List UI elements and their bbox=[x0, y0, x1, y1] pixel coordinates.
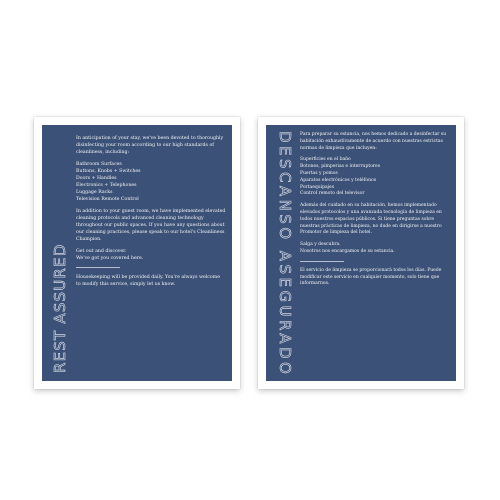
card-spanish bbox=[258, 117, 464, 389]
footer-text: El servicio de limpieza se proporcionará todos los días. Puede modificar este servicio en cualquier momento, solo tiene que informarnos. bbox=[300, 267, 442, 287]
list-item: Aparatos electrónicos y teléfonos bbox=[300, 177, 377, 183]
list-item: Portaequipajes bbox=[300, 184, 335, 190]
cleaned-items-list bbox=[76, 161, 226, 203]
closing-line-1: Salga y descubra. bbox=[300, 242, 341, 248]
list-item: Doors + Handles bbox=[76, 176, 117, 181]
card-english bbox=[34, 117, 240, 389]
list-item: Luggage Racks bbox=[76, 190, 113, 195]
list-item: Television Remote Control bbox=[76, 197, 139, 202]
footer-text: Housekeeping will be provided daily. You're always welcome to modify this service, simply let us know. bbox=[76, 275, 220, 287]
vertical-title-spanish bbox=[276, 131, 292, 377]
title-english-svg bbox=[52, 133, 68, 373]
list-item: Buttons, Knobs + Switches bbox=[76, 169, 141, 174]
closing-line-2: We've got you covered here. bbox=[76, 256, 144, 261]
list-item: Puertas y pomos bbox=[300, 170, 338, 176]
list-item: Electronics + Telephones bbox=[76, 183, 137, 188]
list-item: Superficies en el baño bbox=[300, 157, 351, 163]
title-spanish: DESCANSO ASEGURADO bbox=[276, 131, 294, 375]
title-spanish-svg bbox=[276, 131, 292, 377]
intro-text: Para preparar su estancia, nos hemos dedicado a desinfectar su habitación exhaustivamente de acuerdo con nuestras estrictas normas de limpieza que incluyen: bbox=[300, 132, 447, 151]
body-english bbox=[76, 135, 226, 293]
list-item: Botones, pimperias e interruptores bbox=[300, 164, 381, 170]
closing-line-2: Nosotros nos encargamos de su estancia. bbox=[300, 248, 395, 254]
panel-english bbox=[42, 125, 232, 381]
vertical-title-english bbox=[52, 133, 68, 373]
list-item: Bathroom Surfaces bbox=[76, 162, 122, 167]
divider bbox=[300, 261, 344, 262]
cleaned-items-list bbox=[300, 157, 450, 198]
public-spaces-text: Además del cuidado en su habitación, hemos implementado elevados protocolos y una avanzada tecnología de limpieza en todos nuestros espacios públicos. Si tiene preguntas sobre nuestras prácticas de limpieza, no dude en dirigirse a nuestro Promotor de limpieza del hotel. bbox=[300, 203, 442, 236]
body-spanish bbox=[300, 132, 450, 293]
closing-line-1: Get out and discover. bbox=[76, 249, 127, 254]
intro-text: In anticipation of your stay, we've been devoted to thoroughly disinfecting your room according to our high standards of cleanliness, including: bbox=[76, 136, 224, 155]
divider bbox=[76, 267, 120, 268]
public-spaces-text: In addition to your guest room, we have implemented elevated cleaning protocols and advanced cleaning technology throughout our public spaces. If you have any questions about our cleaning practices, please speak to our hotel's Cleanliness Champion. bbox=[76, 209, 226, 242]
list-item: Control remoto del televisor bbox=[300, 191, 365, 197]
title-english: REST ASSURED bbox=[51, 243, 69, 373]
closing-text bbox=[300, 242, 450, 256]
closing-text bbox=[76, 248, 226, 262]
panel-spanish bbox=[266, 125, 456, 381]
